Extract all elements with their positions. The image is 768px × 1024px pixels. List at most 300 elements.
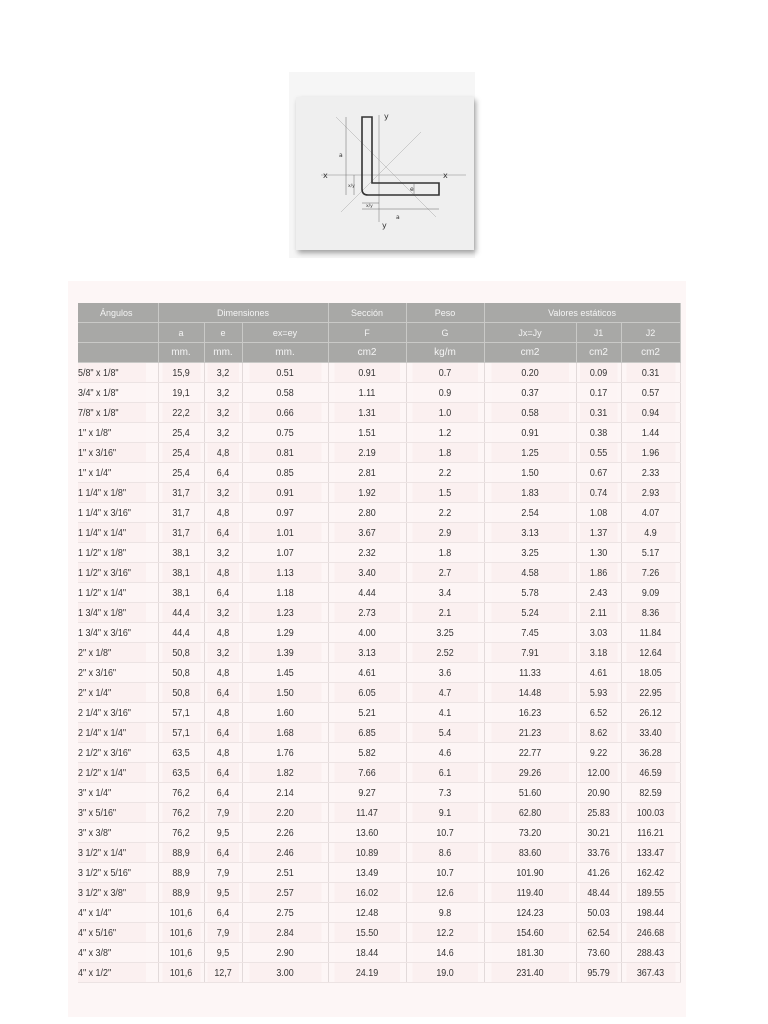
table-cell: 1.01 (248, 523, 321, 543)
table-cell: 3,2 (207, 643, 239, 663)
table-cell: 2.2 (412, 503, 478, 523)
table-cell: 2.9 (412, 523, 478, 543)
angle-size-cell: 2 1/2" x 3/16" (78, 743, 146, 763)
table-cell: 2.19 (334, 443, 400, 463)
angle-size-cell: 1 1/2" x 1/8" (78, 543, 146, 563)
table-cell: 0.91 (334, 363, 400, 383)
table-cell: 4,8 (207, 663, 239, 683)
label-x-left: x (323, 171, 328, 180)
table-cell: 288.43 (625, 943, 675, 963)
table-cell: 76,2 (161, 803, 200, 823)
units-row (78, 343, 680, 363)
unit-cell: cm2 (621, 343, 680, 363)
table-cell: 62.80 (491, 803, 569, 823)
table-cell: 1.86 (579, 563, 617, 583)
table-cell: 16.02 (334, 883, 400, 903)
table-cell: 3.4 (412, 583, 478, 603)
table-row (78, 663, 680, 683)
table-cell: 31,7 (161, 523, 200, 543)
table-cell: 76,2 (161, 783, 200, 803)
table-cell: 6.05 (334, 683, 400, 703)
table-cell: 2.75 (248, 903, 321, 923)
table-cell: 44,4 (161, 623, 200, 643)
table-row (78, 903, 680, 923)
table-cell: 1.8 (412, 443, 478, 463)
table-cell: 4.00 (334, 623, 400, 643)
table-cell: 38,1 (161, 583, 200, 603)
table-cell: 0.97 (248, 503, 321, 523)
table-cell: 1.08 (579, 503, 617, 523)
table-cell: 12.00 (579, 763, 617, 783)
table-row (78, 403, 680, 423)
table-cell: 16.23 (491, 703, 569, 723)
table-cell: 5.17 (625, 543, 675, 563)
table-row (78, 363, 680, 383)
table-cell: 0.66 (248, 403, 321, 423)
table-cell: 101.90 (491, 863, 569, 883)
table-cell: 1.23 (248, 603, 321, 623)
table-cell: 0.38 (579, 423, 617, 443)
table-cell: 3.03 (579, 623, 617, 643)
table-cell: 12.64 (625, 643, 675, 663)
table-row (78, 543, 680, 563)
table-row (78, 743, 680, 763)
table-cell: 1.30 (579, 543, 617, 563)
angle-profile-diagram (296, 97, 474, 250)
table-cell: 30.21 (579, 823, 617, 843)
table-row (78, 683, 680, 703)
table-cell: 4,8 (207, 703, 239, 723)
table-cell: 3,2 (207, 363, 239, 383)
table-cell: 1.25 (491, 443, 569, 463)
unit-cell: mm. (242, 343, 328, 363)
table-body (78, 363, 680, 983)
table-cell: 7,9 (207, 923, 239, 943)
table-cell: 1.76 (248, 743, 321, 763)
table-cell: 1.39 (248, 643, 321, 663)
sub-header-j2: J2 (621, 323, 680, 343)
table-cell: 7,9 (207, 863, 239, 883)
table-cell: 6,4 (207, 523, 239, 543)
table-cell: 2.52 (412, 643, 478, 663)
table-cell: 2.11 (579, 603, 617, 623)
table-cell: 1.51 (334, 423, 400, 443)
table-cell: 12.2 (412, 923, 478, 943)
table-cell: 62.54 (579, 923, 617, 943)
table-row (78, 763, 680, 783)
table-cell: 1.96 (625, 443, 675, 463)
unit-cell: cm2 (328, 343, 406, 363)
table-cell: 7.45 (491, 623, 569, 643)
table-cell: 3,2 (207, 603, 239, 623)
angle-size-cell: 7/8" x 1/8" (78, 403, 146, 423)
table-cell: 0.51 (248, 363, 321, 383)
table-cell: 2.46 (248, 843, 321, 863)
table-cell: 0.09 (579, 363, 617, 383)
table-cell: 2.14 (248, 783, 321, 803)
table-cell: 1.5 (412, 483, 478, 503)
angle-size-cell: 2 1/4" x 3/16" (78, 703, 146, 723)
angle-size-cell: 2 1/4" x 1/4" (78, 723, 146, 743)
table-cell: 3,2 (207, 543, 239, 563)
angle-size-cell: 3 1/2" x 3/8" (78, 883, 146, 903)
table-cell: 1.31 (334, 403, 400, 423)
table-cell: 24.19 (334, 963, 400, 983)
table-cell: 2.7 (412, 563, 478, 583)
table-row (78, 723, 680, 743)
table-cell: 4.58 (491, 563, 569, 583)
table-cell: 4.9 (625, 523, 675, 543)
table-cell: 0.67 (579, 463, 617, 483)
table-row (78, 563, 680, 583)
table-cell: 2.26 (248, 823, 321, 843)
sub-header-g: G (406, 323, 484, 343)
sub-header-f: F (328, 323, 406, 343)
label-ey: x/y (348, 184, 355, 189)
angle-size-cell: 2" x 1/8" (78, 643, 146, 663)
table-cell: 189.55 (625, 883, 675, 903)
table-cell: 50,8 (161, 663, 200, 683)
table-cell: 14.6 (412, 943, 478, 963)
table-cell: 31,7 (161, 483, 200, 503)
table-cell: 3.67 (334, 523, 400, 543)
table-cell: 50,8 (161, 643, 200, 663)
angle-size-cell: 4" x 1/2" (78, 963, 146, 983)
table-cell: 33.76 (579, 843, 617, 863)
table-cell: 5.93 (579, 683, 617, 703)
table-cell: 10.7 (412, 863, 478, 883)
table-row (78, 523, 680, 543)
label-a-bottom: a (396, 214, 400, 221)
angle-properties-table (78, 303, 681, 983)
sub-header-row (78, 323, 680, 343)
angle-size-cell: 1 1/4" x 3/16" (78, 503, 146, 523)
table-cell: 29.26 (491, 763, 569, 783)
table-cell: 7.91 (491, 643, 569, 663)
angle-size-cell: 1 3/4" x 1/8" (78, 603, 146, 623)
table-cell: 2.33 (625, 463, 675, 483)
table-cell: 1.68 (248, 723, 321, 743)
table-cell: 50,8 (161, 683, 200, 703)
table-cell: 0.85 (248, 463, 321, 483)
label-ex: x/y (366, 204, 373, 209)
table-cell: 25,4 (161, 423, 200, 443)
table-cell: 3.25 (412, 623, 478, 643)
table-row (78, 643, 680, 663)
table-cell: 10.89 (334, 843, 400, 863)
table-cell: 12.6 (412, 883, 478, 903)
table-row (78, 883, 680, 903)
table-cell: 9.22 (579, 743, 617, 763)
label-x-right: x (443, 171, 448, 180)
unit-cell: mm. (158, 343, 204, 363)
table-cell: 3,2 (207, 383, 239, 403)
table-cell: 4,8 (207, 503, 239, 523)
table-cell: 2.1 (412, 603, 478, 623)
sub-header-empty (78, 323, 158, 343)
table-cell: 41.26 (579, 863, 617, 883)
diagonal-axis-2 (341, 132, 421, 212)
unit-cell: cm2 (484, 343, 576, 363)
table-cell: 95.79 (579, 963, 617, 983)
table-cell: 0.31 (625, 363, 675, 383)
table-cell: 4.61 (579, 663, 617, 683)
table-cell: 38,1 (161, 563, 200, 583)
properties-table-container (68, 281, 686, 1017)
table-cell: 13.49 (334, 863, 400, 883)
table-cell: 15,9 (161, 363, 200, 383)
table-cell: 4.1 (412, 703, 478, 723)
table-cell: 3,2 (207, 423, 239, 443)
table-cell: 88,9 (161, 843, 200, 863)
angle-size-cell: 2" x 1/4" (78, 683, 146, 703)
unit-cell (78, 343, 158, 363)
angle-size-cell: 4" x 1/4" (78, 903, 146, 923)
table-cell: 133.47 (625, 843, 675, 863)
table-cell: 101,6 (161, 923, 200, 943)
table-cell: 5.21 (334, 703, 400, 723)
header-dimensiones: Dimensiones (158, 303, 328, 323)
table-cell: 0.58 (248, 383, 321, 403)
table-cell: 0.75 (248, 423, 321, 443)
header-peso: Peso (406, 303, 484, 323)
angle-size-cell: 4" x 3/8" (78, 943, 146, 963)
table-cell: 3.25 (491, 543, 569, 563)
table-cell: 0.94 (625, 403, 675, 423)
angle-size-cell: 1 1/2" x 3/16" (78, 563, 146, 583)
table-cell: 246.68 (625, 923, 675, 943)
table-cell: 5.78 (491, 583, 569, 603)
table-cell: 88,9 (161, 883, 200, 903)
table-cell: 1.50 (491, 463, 569, 483)
table-row (78, 863, 680, 883)
table-cell: 101,6 (161, 903, 200, 923)
table-cell: 12.48 (334, 903, 400, 923)
table-cell: 1.45 (248, 663, 321, 683)
table-cell: 4.44 (334, 583, 400, 603)
table-cell: 51.60 (491, 783, 569, 803)
table-cell: 2.93 (625, 483, 675, 503)
table-cell: 20.90 (579, 783, 617, 803)
table-cell: 63,5 (161, 743, 200, 763)
table-cell: 2.54 (491, 503, 569, 523)
sub-header-j1: J1 (576, 323, 621, 343)
table-cell: 11.47 (334, 803, 400, 823)
table-cell: 11.84 (625, 623, 675, 643)
angle-size-cell: 1" x 1/8" (78, 423, 146, 443)
angle-size-cell: 3" x 1/4" (78, 783, 146, 803)
table-cell: 21.23 (491, 723, 569, 743)
group-header-row (78, 303, 680, 323)
table-cell: 1.60 (248, 703, 321, 723)
table-cell: 0.20 (491, 363, 569, 383)
table-row (78, 503, 680, 523)
table-cell: 2.80 (334, 503, 400, 523)
table-cell: 73.20 (491, 823, 569, 843)
table-row (78, 823, 680, 843)
table-cell: 76,2 (161, 823, 200, 843)
table-cell: 2.90 (248, 943, 321, 963)
label-y-bottom: y (382, 221, 387, 230)
table-cell: 57,1 (161, 703, 200, 723)
table-cell: 33.40 (625, 723, 675, 743)
table-cell: 4.6 (412, 743, 478, 763)
table-cell: 9,5 (207, 883, 239, 903)
table-cell: 0.31 (579, 403, 617, 423)
table-cell: 0.91 (248, 483, 321, 503)
table-cell: 88,9 (161, 863, 200, 883)
table-cell: 124.23 (491, 903, 569, 923)
table-cell: 3.40 (334, 563, 400, 583)
table-cell: 25,4 (161, 463, 200, 483)
table-row (78, 463, 680, 483)
table-cell: 15.50 (334, 923, 400, 943)
table-cell: 1.83 (491, 483, 569, 503)
table-cell: 116.21 (625, 823, 675, 843)
table-cell: 0.81 (248, 443, 321, 463)
table-cell: 8.62 (579, 723, 617, 743)
table-row (78, 943, 680, 963)
table-cell: 36.28 (625, 743, 675, 763)
table-cell: 9.09 (625, 583, 675, 603)
table-cell: 12,7 (207, 963, 239, 983)
angle-size-cell: 5/8" x 1/8" (78, 363, 146, 383)
table-cell: 25,4 (161, 443, 200, 463)
table-cell: 3.13 (334, 643, 400, 663)
table-cell: 0.7 (412, 363, 478, 383)
table-cell: 4,8 (207, 623, 239, 643)
table-cell: 0.17 (579, 383, 617, 403)
table-cell: 38,1 (161, 543, 200, 563)
table-cell: 9,5 (207, 943, 239, 963)
table-cell: 0.37 (491, 383, 569, 403)
table-cell: 1.29 (248, 623, 321, 643)
table-cell: 6.52 (579, 703, 617, 723)
table-cell: 6,4 (207, 843, 239, 863)
table-row (78, 483, 680, 503)
label-e: e (410, 186, 414, 193)
table-cell: 9,5 (207, 823, 239, 843)
header-angulos: Ángulos (78, 303, 158, 323)
table-cell: 101,6 (161, 943, 200, 963)
table-cell: 48.44 (579, 883, 617, 903)
table-cell: 26.12 (625, 703, 675, 723)
table-cell: 83.60 (491, 843, 569, 863)
angle-size-cell: 1" x 1/4" (78, 463, 146, 483)
table-cell: 3.6 (412, 663, 478, 683)
table-cell: 46.59 (625, 763, 675, 783)
table-cell: 4.61 (334, 663, 400, 683)
angle-size-cell: 1 1/4" x 1/8" (78, 483, 146, 503)
table-cell: 7,9 (207, 803, 239, 823)
table-cell: 19,1 (161, 383, 200, 403)
table-cell: 2.57 (248, 883, 321, 903)
table-cell: 9.1 (412, 803, 478, 823)
table-cell: 8.6 (412, 843, 478, 863)
table-cell: 18.05 (625, 663, 675, 683)
table-cell: 44,4 (161, 603, 200, 623)
table-cell: 367.43 (625, 963, 675, 983)
table-cell: 3.18 (579, 643, 617, 663)
table-cell: 19.0 (412, 963, 478, 983)
table-cell: 6,4 (207, 583, 239, 603)
table-cell: 2.81 (334, 463, 400, 483)
table-cell: 31,7 (161, 503, 200, 523)
angle-size-cell: 1 1/2" x 1/4" (78, 583, 146, 603)
table-cell: 8.36 (625, 603, 675, 623)
angle-size-cell: 3/4" x 1/8" (78, 383, 146, 403)
table-cell: 6,4 (207, 683, 239, 703)
table-cell: 1.92 (334, 483, 400, 503)
table-cell: 3,2 (207, 483, 239, 503)
table-cell: 50.03 (579, 903, 617, 923)
table-cell: 7.3 (412, 783, 478, 803)
sub-header-a: a (158, 323, 204, 343)
table-cell: 0.74 (579, 483, 617, 503)
table-cell: 10.7 (412, 823, 478, 843)
table-cell: 1.13 (248, 563, 321, 583)
table-cell: 6.85 (334, 723, 400, 743)
table-row (78, 963, 680, 983)
table-cell: 6,4 (207, 463, 239, 483)
table-cell: 4,8 (207, 743, 239, 763)
table-cell: 2.51 (248, 863, 321, 883)
header-seccion: Sección (328, 303, 406, 323)
table-cell: 101,6 (161, 963, 200, 983)
table-cell: 1.11 (334, 383, 400, 403)
table-cell: 2.2 (412, 463, 478, 483)
table-cell: 7.26 (625, 563, 675, 583)
table-row (78, 423, 680, 443)
table-row (78, 843, 680, 863)
table-cell: 1.18 (248, 583, 321, 603)
table-cell: 57,1 (161, 723, 200, 743)
table-row (78, 623, 680, 643)
table-cell: 0.9 (412, 383, 478, 403)
table-row (78, 443, 680, 463)
table-cell: 231.40 (491, 963, 569, 983)
table-cell: 63,5 (161, 763, 200, 783)
table-cell: 7.66 (334, 763, 400, 783)
angle-size-cell: 1" x 3/16" (78, 443, 146, 463)
table-cell: 22.77 (491, 743, 569, 763)
label-a-left: a (339, 152, 343, 159)
angle-size-cell: 3 1/2" x 5/16" (78, 863, 146, 883)
table-cell: 2.32 (334, 543, 400, 563)
table-cell: 73.60 (579, 943, 617, 963)
table-cell: 0.57 (625, 383, 675, 403)
table-cell: 6,4 (207, 723, 239, 743)
table-row (78, 783, 680, 803)
table-cell: 3.00 (248, 963, 321, 983)
table-cell: 2.84 (248, 923, 321, 943)
table-cell: 181.30 (491, 943, 569, 963)
table-cell: 4,8 (207, 563, 239, 583)
table-row (78, 603, 680, 623)
angle-size-cell: 1 1/4" x 1/4" (78, 523, 146, 543)
table-row (78, 923, 680, 943)
table-cell: 14.48 (491, 683, 569, 703)
table-cell: 100.03 (625, 803, 675, 823)
angle-size-cell: 3" x 3/8" (78, 823, 146, 843)
table-cell: 4.7 (412, 683, 478, 703)
table-row (78, 383, 680, 403)
angle-size-cell: 2" x 3/16" (78, 663, 146, 683)
angle-size-cell: 3 1/2" x 1/4" (78, 843, 146, 863)
unit-cell: kg/m (406, 343, 484, 363)
table-cell: 5.24 (491, 603, 569, 623)
sub-header-ex-ey: ex=ey (242, 323, 328, 343)
